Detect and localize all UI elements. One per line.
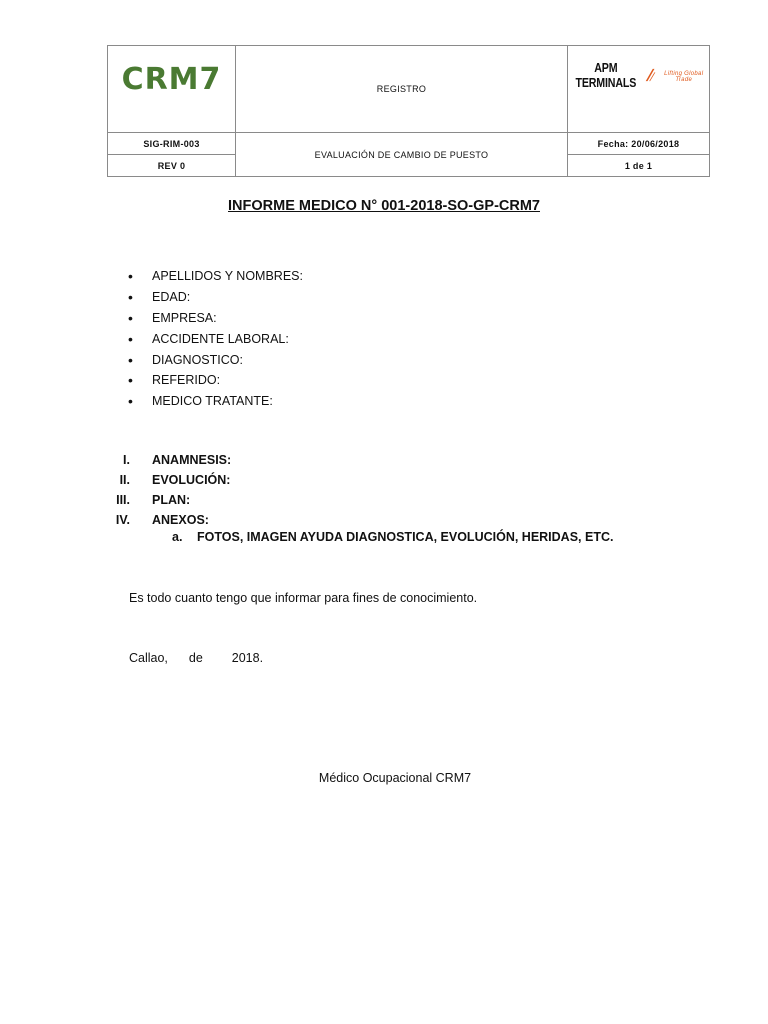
- annex-item: [172, 530, 613, 544]
- field-label: DIAGNOSTICO:: [152, 352, 243, 367]
- list-item: [128, 328, 303, 349]
- crm7-logo: CRM7: [121, 62, 222, 97]
- section-number: I.: [123, 453, 130, 467]
- document-code: SIG-RIM-003: [108, 133, 236, 155]
- report-title: [0, 197, 768, 215]
- report-title-text: INFORME MEDICO N° 001-2018-SO-GP-CRM7: [228, 198, 540, 214]
- document-page: 1 de 1: [568, 155, 710, 177]
- section-number: IV.: [115, 513, 130, 527]
- report-sections-list: [100, 450, 231, 530]
- bullet-icon: •: [128, 393, 133, 410]
- section-item: [100, 450, 231, 470]
- section-label: ANAMNESIS:: [152, 453, 232, 467]
- field-label: EDAD:: [152, 290, 191, 305]
- place-year: 2018.: [231, 651, 264, 665]
- section-item: [100, 490, 231, 510]
- list-item: [128, 391, 303, 412]
- section-label: PLAN:: [152, 493, 191, 507]
- bullet-icon: •: [128, 289, 133, 306]
- section-item: [100, 470, 231, 490]
- list-item: [128, 370, 303, 391]
- document-header: [107, 45, 710, 177]
- field-label: REFERIDO:: [152, 373, 221, 388]
- field-label: ACCIDENTE LABORAL:: [152, 331, 289, 346]
- bullet-icon: •: [128, 268, 133, 285]
- annex-letter: a.: [172, 530, 183, 544]
- place-de: de: [188, 651, 203, 665]
- list-item: [128, 287, 303, 308]
- apm-logo-cell: [568, 46, 710, 133]
- section-label: ANEXOS:: [152, 513, 209, 527]
- place-city: Callao,: [129, 651, 168, 665]
- field-label: EMPRESA:: [152, 310, 217, 325]
- field-label: APELLIDOS Y NOMBRES:: [152, 269, 303, 284]
- bullet-icon: •: [128, 372, 133, 389]
- closing-statement: Es todo cuanto tengo que informar para fines de conocimiento.: [129, 591, 478, 605]
- record-title: REGISTRO: [236, 46, 568, 133]
- bullet-icon: •: [128, 351, 133, 368]
- patient-fields-list: [128, 266, 303, 412]
- crm7-logo-cell: [108, 46, 236, 133]
- field-label: MEDICO TRATANTE:: [152, 394, 273, 409]
- apm-terminals-logo: APM TERMINALS: [575, 60, 637, 90]
- annex-text: FOTOS, IMAGEN AYUDA DIAGNOSTICA, EVOLUCIÓN, HERIDAS, ETC.: [197, 530, 614, 544]
- list-item: [128, 266, 303, 287]
- list-item: [128, 349, 303, 370]
- apm-tagline: Lifting Global Trade: [664, 71, 704, 83]
- document-subject: EVALUACIÓN DE CAMBIO DE PUESTO: [236, 133, 568, 177]
- bullet-icon: •: [128, 330, 133, 347]
- signature-line: Médico Ocupacional CRM7: [318, 771, 472, 785]
- section-number: III.: [116, 493, 130, 507]
- list-item: [128, 308, 303, 329]
- section-number: II.: [119, 473, 130, 487]
- document-date: Fecha: 20/06/2018: [568, 133, 710, 155]
- bullet-icon: •: [128, 309, 133, 326]
- place-date-line: [129, 651, 263, 665]
- document-revision: REV 0: [108, 155, 236, 177]
- section-label: EVOLUCIÓN:: [152, 473, 231, 487]
- apm-swoosh-icon: [644, 67, 656, 83]
- section-item: [100, 510, 231, 530]
